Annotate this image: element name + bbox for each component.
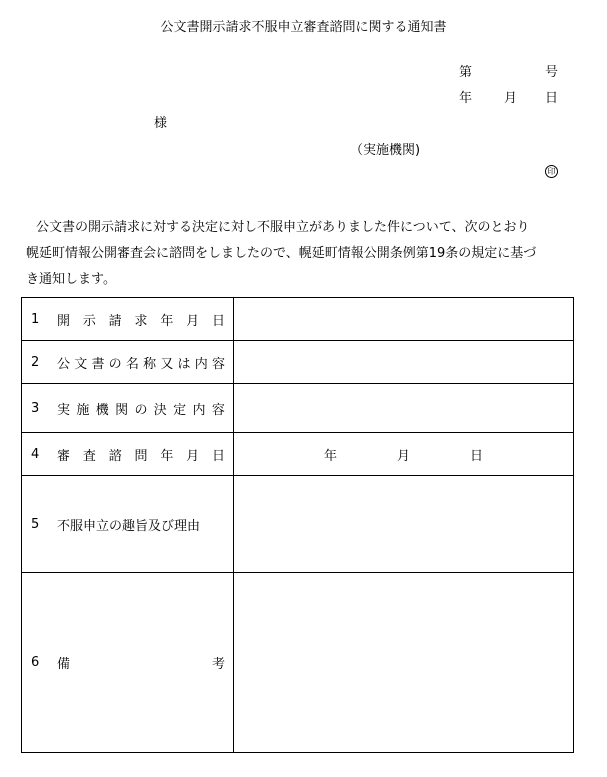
remarks-label-left: 備 [57, 657, 71, 672]
label-char: 示 [82, 313, 96, 329]
label-char: 内 [192, 402, 206, 418]
row-number: 5 [31, 516, 40, 532]
label-char: 定 [173, 402, 187, 418]
table-row [22, 298, 574, 341]
label-char: 月 [186, 313, 200, 329]
label-char: 年 [160, 313, 174, 329]
value-cell-remarks[interactable] [234, 573, 574, 753]
row-number: 4 [31, 446, 40, 462]
row-label-document-name [57, 353, 233, 372]
document-title: 公文書開示請求不服申立審査諮問に関する通知書 [160, 20, 447, 35]
value-cell-request-date[interactable] [234, 298, 574, 341]
inquiry-date-day: 日 [470, 448, 484, 464]
row-number: 6 [31, 655, 40, 670]
value-cell-agency-decision[interactable] [234, 384, 574, 433]
label-char: は [177, 356, 191, 372]
label-char: 実 [57, 402, 71, 418]
row-number: 3 [31, 400, 40, 416]
label-char: 関 [115, 402, 129, 418]
label-char: 施 [76, 402, 90, 418]
label-char: 日 [211, 313, 225, 329]
row-label-cell [22, 298, 234, 341]
row-number: 2 [31, 354, 40, 370]
value-cell-objection-reason[interactable] [234, 476, 574, 573]
row-label-cell [22, 341, 234, 384]
label-char: 文 [74, 356, 88, 372]
date-month-label: 月 [504, 91, 518, 106]
table-row [22, 433, 574, 476]
label-char: 容 [211, 356, 225, 372]
label-char: の [108, 356, 122, 372]
row-label-objection-reason: 不服申立の趣旨及び理由 [57, 518, 201, 534]
label-char: の [134, 402, 148, 418]
seal-mark: 印 [545, 165, 558, 178]
label-char: 内 [194, 356, 208, 372]
label-char: 請 [108, 313, 122, 329]
label-char: 機 [95, 402, 109, 418]
row-label-cell [22, 384, 234, 433]
row-label-cell [22, 573, 234, 753]
label-char: 査 [82, 448, 96, 464]
table-row [22, 384, 574, 433]
form-table [21, 297, 574, 753]
row-label-cell [22, 476, 234, 573]
label-char: 諮 [108, 448, 122, 464]
table-row [22, 476, 574, 573]
row-label-request-date [57, 310, 233, 329]
body-text-line-2: 幌延町情報公開審査会に諮問をしましたので、幌延町情報公開条例第19条の規定に基づ [26, 246, 537, 261]
number-prefix: 第 [459, 65, 473, 80]
number-suffix: 号 [545, 65, 559, 80]
label-char: 求 [134, 313, 148, 329]
row-label-inquiry-date [57, 445, 233, 464]
remarks-label-right: 考 [211, 657, 225, 672]
label-char: 書 [91, 356, 105, 372]
label-char: 日 [211, 448, 225, 464]
label-char: 容 [211, 402, 225, 418]
label-char: 審 [57, 448, 71, 464]
table-row [22, 341, 574, 384]
label-char: 称 [143, 356, 157, 372]
agency-label: （実施機関) [350, 143, 421, 158]
value-cell-document-name[interactable] [234, 341, 574, 384]
table-row [22, 573, 574, 753]
label-char: 又 [160, 356, 174, 372]
value-cell-inquiry-date[interactable] [234, 433, 574, 476]
body-text-line-1: 公文書の開示請求に対する決定に対し不服申立がありました件について、次のとおり [36, 220, 530, 235]
addressee-honorific: 様 [154, 116, 168, 131]
date-year-label: 年 [459, 91, 473, 106]
row-label-agency-decision [57, 399, 233, 418]
label-char: 名 [125, 356, 139, 372]
label-char: 決 [153, 402, 167, 418]
inquiry-date-month: 月 [396, 448, 410, 464]
row-number: 1 [31, 311, 40, 327]
row-label-cell [22, 433, 234, 476]
label-char: 開 [57, 313, 71, 329]
label-char: 公 [57, 356, 71, 372]
label-char: 問 [134, 448, 148, 464]
row-label-remarks [57, 653, 233, 672]
label-char: 月 [186, 448, 200, 464]
body-text-line-3: き通知します。 [26, 272, 116, 287]
inquiry-date-year: 年 [323, 448, 337, 464]
label-char: 年 [160, 448, 174, 464]
date-day-label: 日 [545, 91, 559, 106]
